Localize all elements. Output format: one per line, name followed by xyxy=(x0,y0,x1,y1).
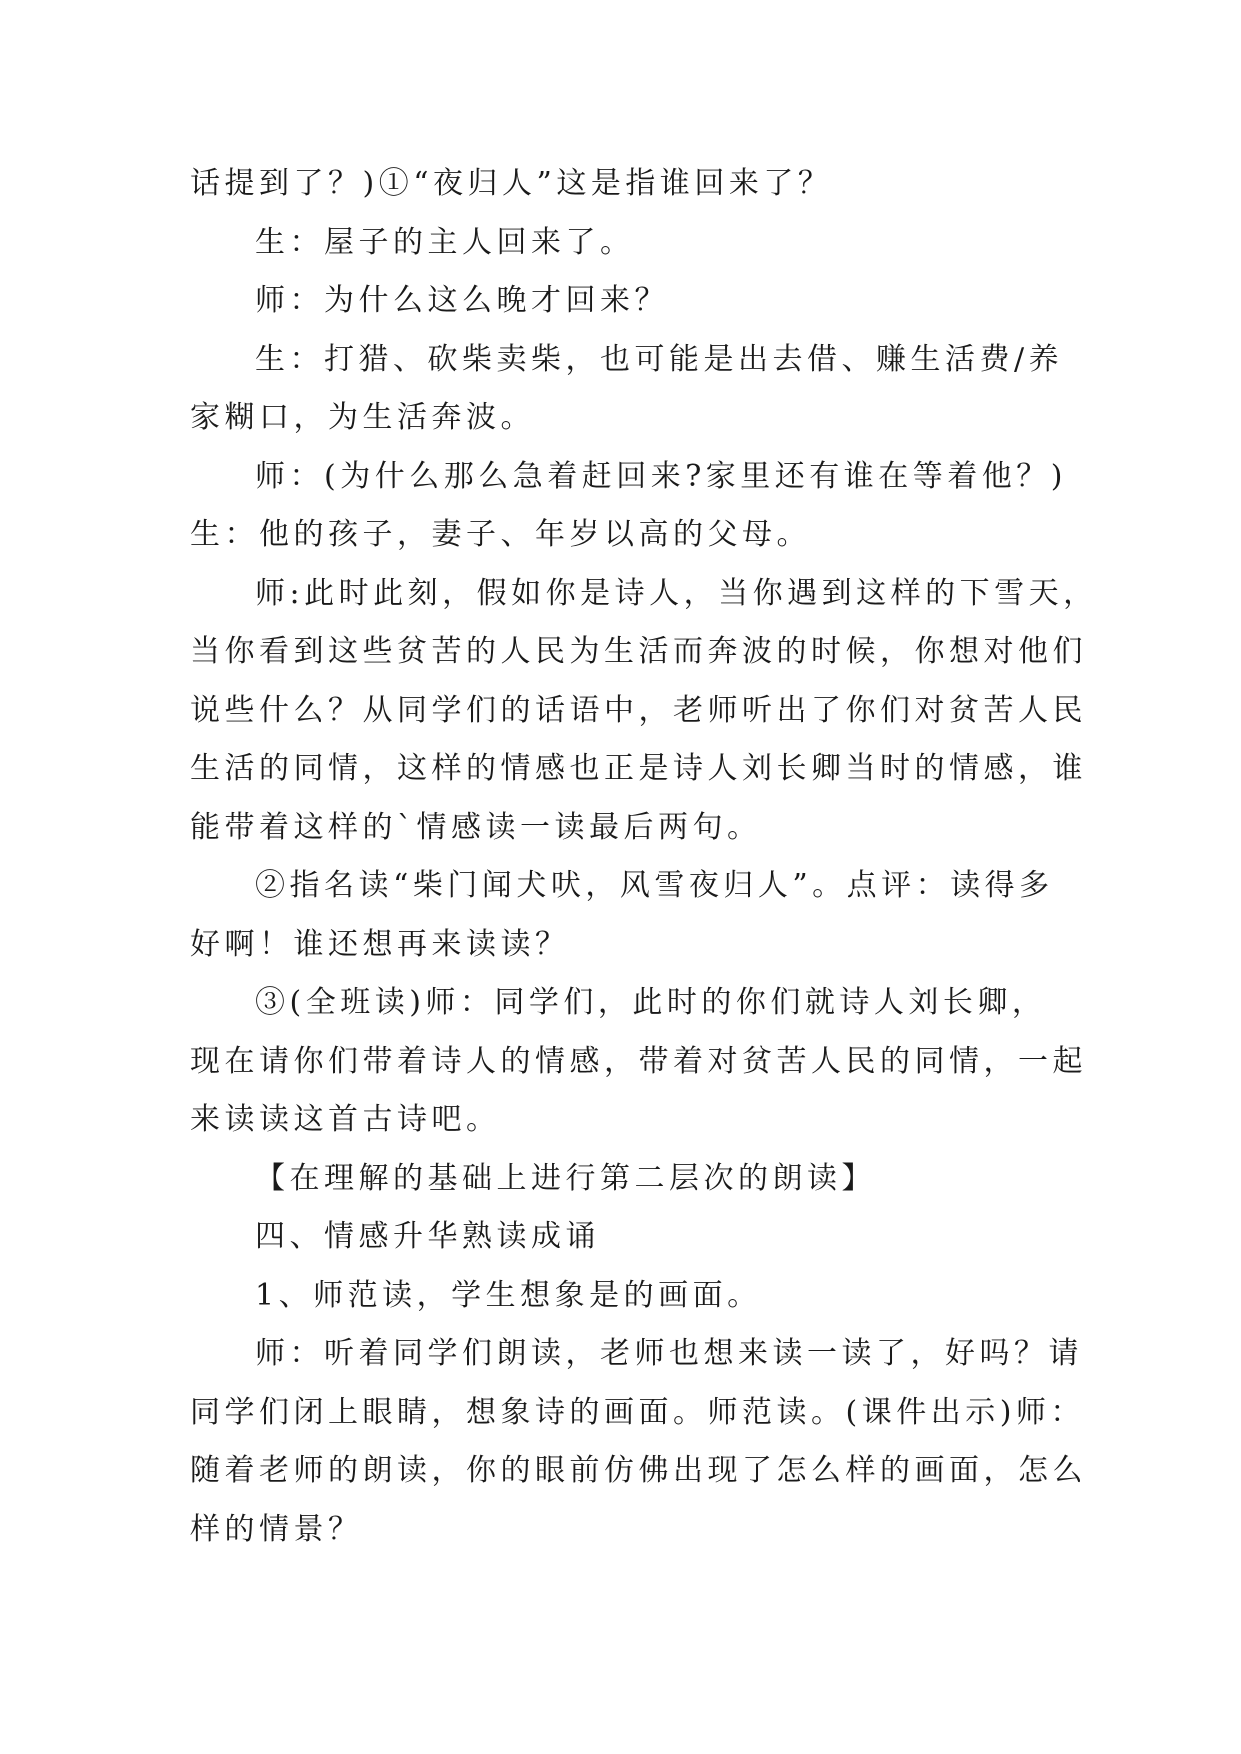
text-line: 现在请你们带着诗人的情感，带着对贫苦人民的同情，一起 xyxy=(190,1043,1087,1079)
text-line: 师:此时此刻，假如你是诗人，当你遇到这样的下雪天， xyxy=(255,575,1098,611)
text-line: 说些什么？从同学们的话语中，老师听出了你们对贫苦人民 xyxy=(190,692,1087,728)
document-body xyxy=(190,155,1098,1559)
text-line: 好啊！谁还想再来读读？ xyxy=(190,926,570,962)
text-line: 【在理解的基础上进行第二层次的朗读】 xyxy=(255,1160,876,1196)
text-line: 家糊口，为生活奔波。 xyxy=(190,400,535,435)
text-line: 生：屋子的主人回来了。 xyxy=(255,224,635,260)
text-line: 能带着这样的`情感读一读最后两句。 xyxy=(190,809,762,845)
text-line: 1、师范读，学生想象是的画面。 xyxy=(255,1277,762,1313)
text-line: ②指名读“柴门闻犬吠，风雪夜归人”。点评：读得多 xyxy=(255,868,1054,903)
text-line: 同学们闭上眼睛，想象诗的画面。师范读。(课件出示)师： xyxy=(190,1394,1085,1430)
text-line: 师：听着同学们朗读，老师也想来读一读了，好吗？请 xyxy=(255,1336,1083,1371)
text-line: 生活的同情，这样的情感也正是诗人刘长卿当时的情感，谁 xyxy=(190,751,1087,786)
text-line: 生：他的孩子，妻子、年岁以高的父母。 xyxy=(190,517,811,552)
text-line: 话提到了？)①“夜归人”这是指谁回来了？ xyxy=(190,166,833,201)
text-line: 生：打猎、砍柴卖柴，也可能是出去借、赚生活费/养 xyxy=(255,341,1064,377)
text-line: 随着老师的朗读，你的眼前仿佛出现了怎么样的画面，怎么 xyxy=(190,1453,1087,1488)
text-line: ③(全班读)师：同学们，此时的你们就诗人刘长卿， xyxy=(255,985,1047,1020)
text-line: 来读读这首古诗吧。 xyxy=(190,1102,501,1137)
text-line: 四、情感升华熟读成诵 xyxy=(255,1219,600,1254)
text-line: 师：(为什么那么急着赶回来?家里还有谁在等着他？) xyxy=(255,458,1067,494)
text-line: 样的情景？ xyxy=(190,1511,363,1547)
text-line: 师：为什么这么晚才回来？ xyxy=(255,283,669,318)
text-line: 当你看到这些贫苦的人民为生活而奔波的时候，你想对他们 xyxy=(190,634,1087,669)
